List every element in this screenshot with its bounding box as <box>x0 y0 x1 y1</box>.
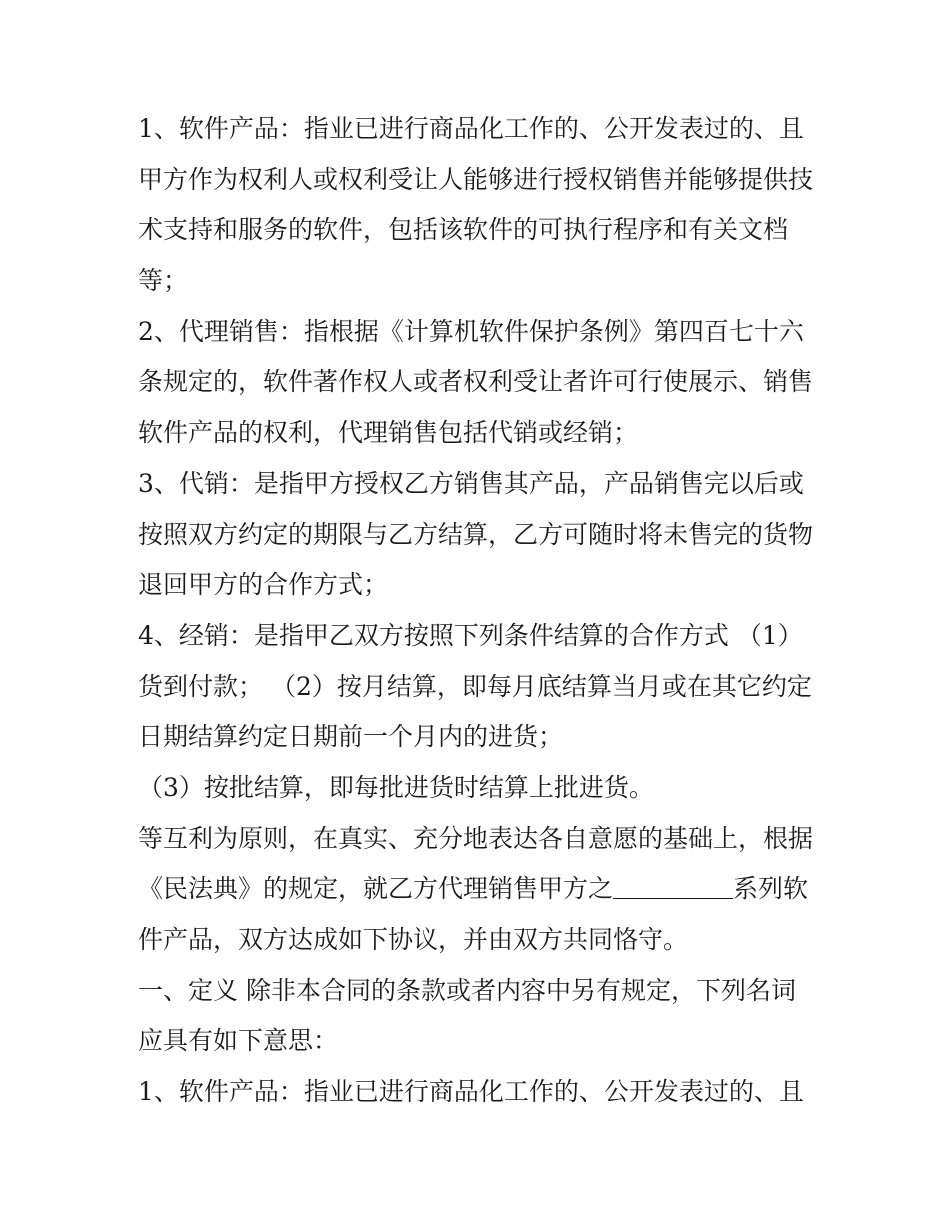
contract-text <box>138 104 818 1118</box>
text-line: 甲方作为权利人或权利受让人能够进行授权销售并能够提供技 <box>138 164 814 194</box>
text-line: 等； <box>138 266 189 296</box>
text-line: 退回甲方的合作方式； <box>138 570 389 600</box>
text-after-blank: 系列软 <box>733 874 809 904</box>
section-heading-line: 一、定义 除非本合同的条款或者内容中另有规定，下列名词 <box>138 975 796 1005</box>
text-line: 应具有如下意思： <box>138 1026 339 1056</box>
text-line: 按照双方约定的期限与乙方结算，乙方可随时将未售完的货物 <box>138 519 814 549</box>
text-line: （3）按批结算，即每批进货时结算上批进货。 <box>138 772 654 802</box>
text-line: 4、经销：是指甲乙双方按照下列条件结算的合作方式 （1） <box>138 620 803 650</box>
text-line: 1、软件产品：指业已进行商品化工作的、公开发表过的、且 <box>138 114 804 143</box>
text-line: 等互利为原则，在真实、充分地表达各自意愿的基础上，根据 <box>138 823 814 853</box>
text-before-blank: 《民法典》的规定，就乙方代理销售甲方之 <box>138 874 614 904</box>
text-line: 条规定的，软件著作权人或者权利受让者许可行使展示、销售 <box>138 367 814 397</box>
text-line: 货到付款； （2）按月结算，即每月底结算当月或在其它约定 <box>138 671 812 701</box>
text-line: 1、软件产品：指业已进行商品化工作的、公开发表过的、且 <box>138 1077 804 1107</box>
text-line: 2、代理销售：指根据《计算机软件保护条例》第四百七十六 <box>138 316 804 346</box>
text-line: 日期结算约定日期前一个月内的进货； <box>138 722 564 752</box>
text-line-with-blank <box>138 864 818 915</box>
text-line: 3、代销：是指甲方授权乙方销售其产品，产品销售完以后或 <box>138 468 804 498</box>
text-line: 软件产品的权利，代理销售包括代销或经销； <box>138 418 639 448</box>
fill-in-blank <box>613 874 733 899</box>
text-line: 术支持和服务的软件，包括该软件的可执行程序和有关文档 <box>138 215 789 245</box>
text-line: 件产品，双方达成如下协议，并由双方共同恪守。 <box>138 925 689 954</box>
